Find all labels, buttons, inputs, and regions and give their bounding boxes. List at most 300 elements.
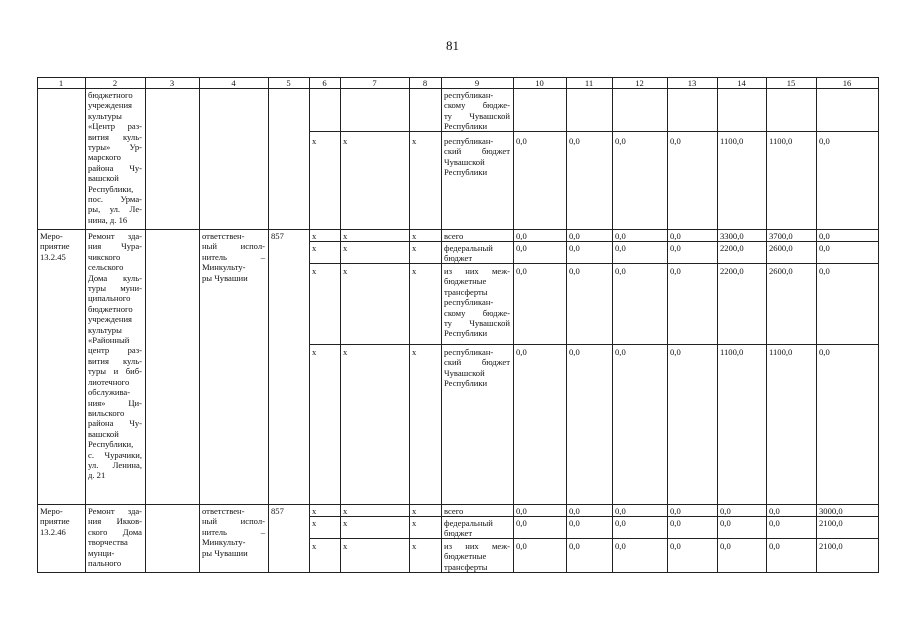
table-cell <box>615 506 664 516</box>
cell-line: ный испол- <box>202 241 265 252</box>
cell-line: 13.2.46 <box>40 526 66 537</box>
cell-line: нитель – <box>202 251 265 262</box>
cell-line: 13.2.45 <box>40 251 66 262</box>
column-header: 7 <box>372 78 377 88</box>
column-rule <box>199 77 200 573</box>
table-cell <box>412 518 438 528</box>
table-cell <box>312 266 337 276</box>
column-rule <box>717 77 718 573</box>
table-cell <box>819 541 875 551</box>
cell-line: Ремонт зда- <box>88 506 142 516</box>
cell-line: 3300,0 <box>720 231 744 241</box>
cell-line: трансферты <box>444 561 488 572</box>
table-cell <box>88 506 142 568</box>
cell-line: бюджетные <box>444 276 487 287</box>
column-header: 11 <box>584 78 594 88</box>
table-cell <box>271 506 306 516</box>
cell-line: 0,0 <box>670 243 681 253</box>
column-rule <box>766 77 767 573</box>
table-cell <box>444 518 510 539</box>
cell-line: лиотечного <box>88 376 130 387</box>
table-cell <box>516 347 563 357</box>
cell-line: 0,0 <box>516 243 527 253</box>
table-cell <box>720 243 763 253</box>
table-cell <box>819 266 875 276</box>
column-rule <box>441 77 442 573</box>
column-rule <box>878 77 879 573</box>
table-cell <box>615 136 664 146</box>
table-cell <box>819 518 875 528</box>
table-cell <box>343 231 406 241</box>
row-group-rule <box>37 504 878 505</box>
table-cell <box>343 518 406 528</box>
cell-line: ры, ул. Ле- <box>88 204 142 215</box>
cell-line: x <box>412 541 417 551</box>
table-cell <box>343 541 406 551</box>
page-number: 81 <box>446 38 459 53</box>
cell-line: ры Чувашии <box>202 272 248 283</box>
cell-line: вашской <box>88 173 119 184</box>
column-header: 13 <box>687 78 697 88</box>
cell-line: 0,0 <box>720 506 731 516</box>
table-cell <box>202 506 265 558</box>
table-cell <box>819 506 875 516</box>
cell-line: ры Чувашии <box>202 547 248 558</box>
column-rule <box>409 77 410 573</box>
table-cell <box>769 136 813 146</box>
cell-line: ский бюджет <box>444 146 510 157</box>
cell-line: культуры <box>88 324 122 335</box>
cell-line: Чувашской <box>444 367 485 378</box>
cell-line: учреждения <box>88 100 133 111</box>
table-cell <box>769 506 813 516</box>
cell-line: Чувашской <box>444 156 485 167</box>
table-cell <box>569 506 609 516</box>
cell-line: 0,0 <box>569 541 580 551</box>
cell-line: бюджетного <box>88 303 133 314</box>
table-cell <box>516 243 563 253</box>
cell-line: 0,0 <box>769 518 780 528</box>
cell-line: x <box>412 266 417 276</box>
table-cell <box>615 266 664 276</box>
column-header: 8 <box>422 78 428 88</box>
column-header: 10 <box>535 78 544 88</box>
table-cell <box>769 518 813 528</box>
cell-line: 0,0 <box>819 231 830 241</box>
table-cell <box>569 231 609 241</box>
table-cell <box>516 231 563 241</box>
cell-line: x <box>412 347 417 357</box>
cell-line: д. 21 <box>88 470 106 481</box>
cell-line: с. Чурачики, <box>88 449 142 460</box>
cell-line: 2200,0 <box>720 266 744 276</box>
cell-line: 0,0 <box>769 506 780 516</box>
cell-line: туры» Ур- <box>88 142 142 153</box>
cell-line: 1100,0 <box>769 347 793 357</box>
cell-line: вашской <box>88 428 119 439</box>
cell-line: 0,0 <box>670 518 681 528</box>
table-cell <box>819 231 875 241</box>
cell-line: нитель – <box>202 526 265 537</box>
table-cell <box>769 541 813 551</box>
cell-line: x <box>312 541 317 551</box>
cell-line: 0,0 <box>670 231 681 241</box>
column-header: 5 <box>286 78 291 88</box>
cell-line: x <box>412 506 417 516</box>
cell-line: творчества <box>88 537 128 548</box>
cell-line: ния Икков- <box>88 516 142 527</box>
cell-line: 0,0 <box>769 541 780 551</box>
cell-line: x <box>312 231 317 241</box>
cell-line: всего <box>444 231 464 241</box>
cell-line: x <box>412 243 417 253</box>
cell-line: x <box>412 231 417 241</box>
cell-line: 0,0 <box>615 243 626 253</box>
cell-line: 857 <box>271 231 284 241</box>
cell-line: 0,0 <box>670 266 681 276</box>
column-header: 1 <box>58 78 64 88</box>
table-cell <box>412 541 438 551</box>
row-group-rule <box>37 229 878 230</box>
column-header: 15 <box>786 78 796 88</box>
cell-line: ципального <box>88 293 131 304</box>
cell-line: республикан- <box>444 347 494 357</box>
cell-line: 0,0 <box>569 266 580 276</box>
cell-line: республикан- <box>444 90 494 100</box>
cell-line: 0,0 <box>819 347 830 357</box>
cell-line: 2100,0 <box>819 518 843 528</box>
cell-line: 0,0 <box>819 136 830 146</box>
cell-line: всего <box>444 506 464 516</box>
table-cell <box>444 90 510 132</box>
cell-line: ния» Ци- <box>88 397 142 408</box>
cell-line: 0,0 <box>670 347 681 357</box>
cell-line: бюджетные <box>444 551 487 562</box>
cell-line: туры и биб- <box>88 366 142 377</box>
column-header: 12 <box>635 78 644 88</box>
cell-line: федеральный <box>444 518 493 528</box>
cell-line: 0,0 <box>569 243 580 253</box>
cell-line: ответствен- <box>202 506 245 516</box>
cell-line: приятие <box>40 241 70 252</box>
table-cell <box>516 541 563 551</box>
cell-line: бюджетного <box>88 90 133 100</box>
sub-row-rule <box>309 538 878 539</box>
table-cell <box>720 518 763 528</box>
cell-line: x <box>312 518 317 528</box>
cell-line: ский бюджет <box>444 357 510 368</box>
table-cell <box>720 347 763 357</box>
table-cell <box>615 243 664 253</box>
cell-line: вития куль- <box>88 131 142 142</box>
column-header: 6 <box>322 78 327 88</box>
cell-line: 0,0 <box>615 136 626 146</box>
table-cell <box>516 506 563 516</box>
table-cell <box>312 136 337 146</box>
cell-line: мунци- <box>88 547 115 558</box>
sub-row-rule <box>309 131 878 132</box>
cell-line: скому бюдже- <box>444 100 510 111</box>
table-cell <box>615 518 664 528</box>
cell-line: Республики, <box>88 439 134 450</box>
column-rule <box>667 77 668 573</box>
cell-line: ул. Ленина, <box>88 459 142 470</box>
cell-line: ту Чувашской <box>444 110 510 121</box>
cell-line: 0,0 <box>615 231 626 241</box>
table-cell <box>343 347 406 357</box>
table-cell <box>569 243 609 253</box>
cell-line: района Чу- <box>88 162 142 173</box>
table-cell <box>670 243 714 253</box>
table-cell <box>670 347 714 357</box>
cell-line: x <box>412 136 417 146</box>
cell-line: 0,0 <box>819 243 830 253</box>
cell-line: 2200,0 <box>720 243 744 253</box>
cell-line: 1100,0 <box>720 136 744 146</box>
table-cell <box>670 136 714 146</box>
table-cell <box>670 231 714 241</box>
cell-line: республикан- <box>444 136 494 146</box>
table-cell <box>312 243 337 253</box>
column-rule <box>85 77 86 573</box>
cell-line: x <box>343 136 348 146</box>
table-cell <box>343 136 406 146</box>
column-rule <box>145 77 146 573</box>
cell-line: сельского <box>88 262 124 273</box>
table-cell <box>819 347 875 357</box>
cell-line: Минкульту- <box>202 537 246 548</box>
column-header: 9 <box>474 78 480 88</box>
table-cell <box>819 136 875 146</box>
cell-line: 0,0 <box>615 266 626 276</box>
cell-line: 2600,0 <box>769 243 793 253</box>
cell-line: x <box>312 266 317 276</box>
cell-line: центр раз- <box>88 345 142 356</box>
header-bottom-rule <box>37 88 878 89</box>
cell-line: x <box>312 506 317 516</box>
column-rule <box>268 77 269 573</box>
table-cell <box>88 90 142 225</box>
table-cell <box>720 231 763 241</box>
cell-line: 2600,0 <box>769 266 793 276</box>
cell-line: x <box>412 518 417 528</box>
column-header: 4 <box>231 78 236 88</box>
cell-line: 0,0 <box>516 506 527 516</box>
cell-line: x <box>343 518 348 528</box>
cell-line: марского <box>88 152 121 163</box>
cell-line: «Центр раз- <box>88 121 142 132</box>
cell-line: x <box>343 231 348 241</box>
cell-line: 0,0 <box>569 518 580 528</box>
cell-line: 0,0 <box>670 136 681 146</box>
table-cell <box>516 266 563 276</box>
cell-line: нина, д. 16 <box>88 214 128 225</box>
cell-line: 0,0 <box>819 266 830 276</box>
table-cell <box>720 506 763 516</box>
cell-line: пос. Урма- <box>88 194 142 205</box>
table-cell <box>444 136 510 178</box>
table-cell <box>769 347 813 357</box>
cell-line: Меро- <box>40 506 63 516</box>
table-cell <box>88 231 142 481</box>
cell-line: туры муни- <box>88 283 142 294</box>
table-cell <box>312 541 337 551</box>
cell-line: учреждения <box>88 314 133 325</box>
cell-line: 0,0 <box>516 266 527 276</box>
cell-line: Республики <box>444 378 488 389</box>
cell-line: вильского <box>88 407 125 418</box>
table-cell <box>444 243 510 264</box>
cell-line: 0,0 <box>569 506 580 516</box>
table-cell <box>769 231 813 241</box>
cell-line: республикан- <box>444 297 494 308</box>
cell-line: 0,0 <box>516 541 527 551</box>
cell-line: 0,0 <box>516 136 527 146</box>
cell-line: 0,0 <box>569 347 580 357</box>
table-cell <box>769 266 813 276</box>
cell-line: 3700,0 <box>769 231 793 241</box>
table-cell <box>569 541 609 551</box>
column-header: 3 <box>169 78 175 88</box>
table-cell <box>312 506 337 516</box>
cell-line: вития куль- <box>88 355 142 366</box>
cell-line: скому бюдже- <box>444 307 510 318</box>
cell-line: из них меж- <box>444 266 510 276</box>
table-cell <box>819 243 875 253</box>
cell-line: бюджет <box>444 528 473 539</box>
table-cell <box>516 136 563 146</box>
table-cell <box>312 347 337 357</box>
table-cell <box>516 518 563 528</box>
column-rule <box>566 77 567 573</box>
cell-line: трансферты <box>444 286 488 297</box>
cell-line: Республики <box>444 121 488 132</box>
sub-row-rule <box>309 344 878 345</box>
cell-line: Меро- <box>40 231 63 241</box>
cell-line: федеральный <box>444 243 493 253</box>
table-cell <box>769 243 813 253</box>
cell-line: 857 <box>271 506 284 516</box>
cell-line: x <box>343 266 348 276</box>
cell-line: 0,0 <box>516 231 527 241</box>
table-cell <box>670 266 714 276</box>
table-cell <box>720 541 763 551</box>
table-cell <box>670 506 714 516</box>
cell-line: «Районный <box>88 335 130 346</box>
cell-line: x <box>312 243 317 253</box>
cell-line: 0,0 <box>615 347 626 357</box>
table-cell <box>569 518 609 528</box>
cell-line: чикского <box>88 251 121 262</box>
cell-line: ту Чувашской <box>444 318 510 329</box>
table-cell <box>720 266 763 276</box>
cell-line: 1100,0 <box>720 347 744 357</box>
table-cell <box>271 231 306 241</box>
cell-line: 0,0 <box>516 347 527 357</box>
table-cell <box>444 347 510 389</box>
table-cell <box>670 518 714 528</box>
cell-line: 0,0 <box>516 518 527 528</box>
cell-line: 0,0 <box>569 231 580 241</box>
cell-line: 0,0 <box>615 506 626 516</box>
column-header: 14 <box>737 78 746 88</box>
cell-line: 0,0 <box>615 541 626 551</box>
cell-line: 0,0 <box>615 518 626 528</box>
cell-line: ный испол- <box>202 516 265 527</box>
cell-line: ответствен- <box>202 231 245 241</box>
cell-line: 3000,0 <box>819 506 843 516</box>
cell-line: x <box>312 347 317 357</box>
column-header: 2 <box>112 78 118 88</box>
table-cell <box>615 541 664 551</box>
sub-row-rule <box>309 263 878 264</box>
table-cell <box>412 243 438 253</box>
cell-line: Республики <box>444 328 488 339</box>
column-rule <box>612 77 613 573</box>
column-rule <box>816 77 817 573</box>
table-cell <box>569 266 609 276</box>
column-rule <box>340 77 341 573</box>
cell-line: из них меж- <box>444 541 510 551</box>
cell-line: 0,0 <box>720 518 731 528</box>
cell-line: культуры <box>88 110 122 121</box>
cell-line: 0,0 <box>569 136 580 146</box>
cell-line: ния Чура- <box>88 241 142 252</box>
cell-line: 0,0 <box>670 541 681 551</box>
column-rule <box>37 77 38 573</box>
table-cell <box>412 266 438 276</box>
table-cell <box>569 347 609 357</box>
table-cell <box>569 136 609 146</box>
table-cell <box>343 506 406 516</box>
column-rule <box>309 77 310 573</box>
table-cell <box>444 506 510 516</box>
cell-line: x <box>343 506 348 516</box>
cell-line: пального <box>88 558 122 569</box>
cell-line: x <box>343 243 348 253</box>
column-rule <box>513 77 514 573</box>
cell-line: ского Дома <box>88 526 142 537</box>
table-cell <box>720 136 763 146</box>
cell-line: Минкульту- <box>202 262 246 273</box>
table-cell <box>670 541 714 551</box>
table-cell <box>312 518 337 528</box>
table-cell <box>444 266 510 339</box>
table-cell <box>412 231 438 241</box>
table-cell <box>412 506 438 516</box>
table-cell <box>343 266 406 276</box>
cell-line: Ремонт зда- <box>88 231 142 241</box>
cell-line: Республики, <box>88 183 134 194</box>
cell-line: x <box>343 347 348 357</box>
cell-line: района Чу- <box>88 418 142 429</box>
cell-line: 1100,0 <box>769 136 793 146</box>
cell-line: 0,0 <box>670 506 681 516</box>
table-cell <box>202 231 265 283</box>
cell-line: обслужива- <box>88 387 131 398</box>
table-cell <box>615 347 664 357</box>
cell-line: 0,0 <box>720 541 731 551</box>
table-cell <box>312 231 337 241</box>
table-cell <box>343 243 406 253</box>
table-cell <box>615 231 664 241</box>
table-cell <box>40 231 82 262</box>
table-cell <box>40 506 82 537</box>
cell-line: Дома куль- <box>88 272 142 283</box>
cell-line: 2100,0 <box>819 541 843 551</box>
table-cell <box>444 231 510 241</box>
table-cell <box>412 136 438 146</box>
